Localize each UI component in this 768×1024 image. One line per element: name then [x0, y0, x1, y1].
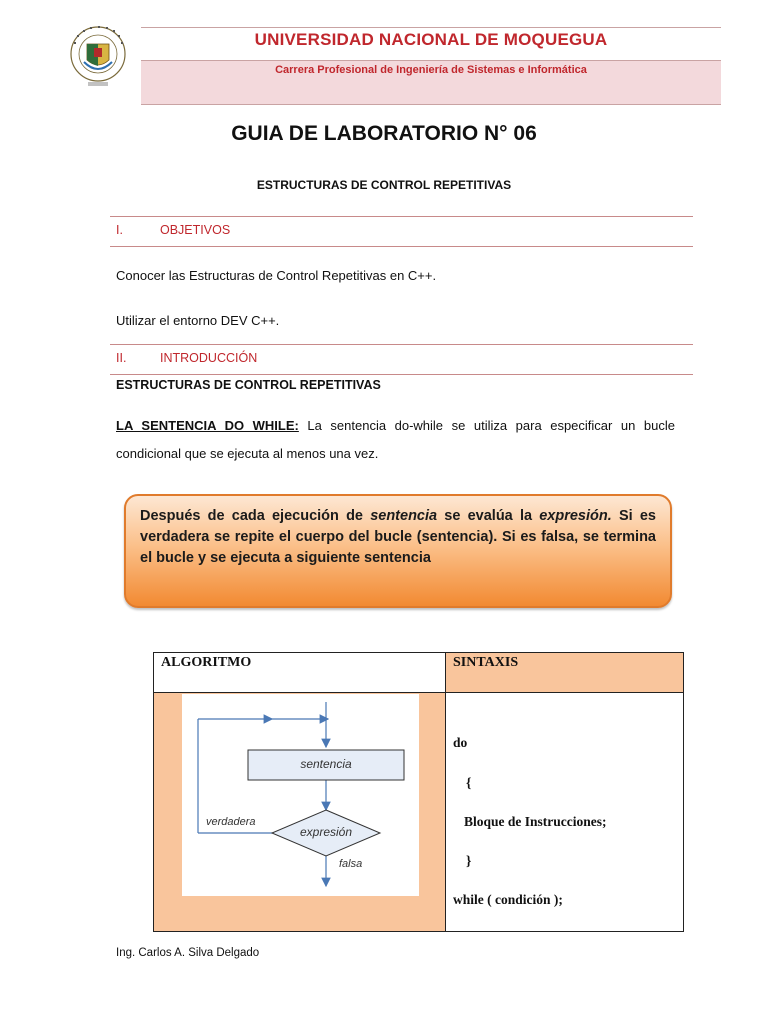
syntax-line: while ( condición ); — [453, 892, 563, 907]
flow-statement-label: sentencia — [300, 757, 352, 771]
flow-true-label: verdadera — [206, 816, 256, 828]
flow-condition-label: expresión — [299, 825, 353, 839]
do-while-paragraph — [116, 412, 675, 468]
objective-2: Utilizar el entorno DEV C++. — [116, 313, 280, 328]
section-introduccion — [110, 344, 693, 375]
section-label: INTRODUCCIÓN — [160, 351, 258, 365]
algorithm-header: ALGORITMO — [161, 655, 252, 670]
syntax-header-cell — [446, 653, 683, 693]
university-seal-icon — [68, 22, 128, 92]
callout-emphasis: expresión. — [539, 508, 612, 524]
syntax-line: do — [453, 735, 468, 750]
header-career-band — [141, 61, 721, 105]
section-objetivos — [110, 216, 693, 247]
algorithm-syntax-table — [153, 652, 684, 932]
algorithm-header-cell — [154, 653, 446, 693]
header-title-bar — [141, 27, 721, 61]
section-number: I. — [116, 223, 123, 237]
syntax-line: } — [466, 853, 472, 868]
callout-text — [140, 506, 656, 569]
career-name: Carrera Profesional de Ingeniería de Sistemas e Informática — [275, 64, 587, 76]
flow-false-label: falsa — [339, 858, 363, 870]
syntax-header: SINTAXIS — [453, 655, 519, 670]
syntax-cell — [446, 693, 683, 931]
do-while-lead: LA SENTENCIA DO WHILE: — [116, 418, 299, 433]
callout-part: se evalúa la — [437, 508, 540, 524]
syntax-line: { — [466, 775, 472, 790]
callout-emphasis: sentencia — [370, 508, 438, 524]
callout-part: Si es verdadera se repite el cuerpo del bucle (sentencia). Si es falsa, se termina el bucle y se ejecuta a siguiente sentencia — [140, 508, 656, 566]
university-name: UNIVERSIDAD NACIONAL DE MOQUEGUA — [254, 30, 608, 49]
guide-title: GUIA DE LABORATORIO N° 06 — [231, 122, 537, 145]
callout-box — [124, 494, 672, 608]
document-subtitle: ESTRUCTURAS DE CONTROL REPETITIVAS — [256, 178, 512, 192]
do-while-text: La sentencia do-while se utiliza para especificar un bucle condicional que se ejecuta al menos una vez. — [116, 418, 675, 461]
footer-author: Ing. Carlos A. Silva Delgado — [116, 947, 260, 959]
objective-1: Conocer las Estructuras de Control Repetitivas en C++. — [116, 268, 437, 283]
intro-heading: ESTRUCTURAS DE CONTROL REPETITIVAS — [116, 378, 381, 392]
algorithm-cell — [154, 693, 446, 931]
section-number: II. — [116, 351, 127, 365]
do-while-flowchart — [182, 694, 419, 896]
syntax-line: Bloque de Instrucciones; — [464, 814, 607, 829]
callout-part: Después de cada ejecución de — [140, 508, 371, 524]
section-label: OBJETIVOS — [160, 223, 231, 237]
